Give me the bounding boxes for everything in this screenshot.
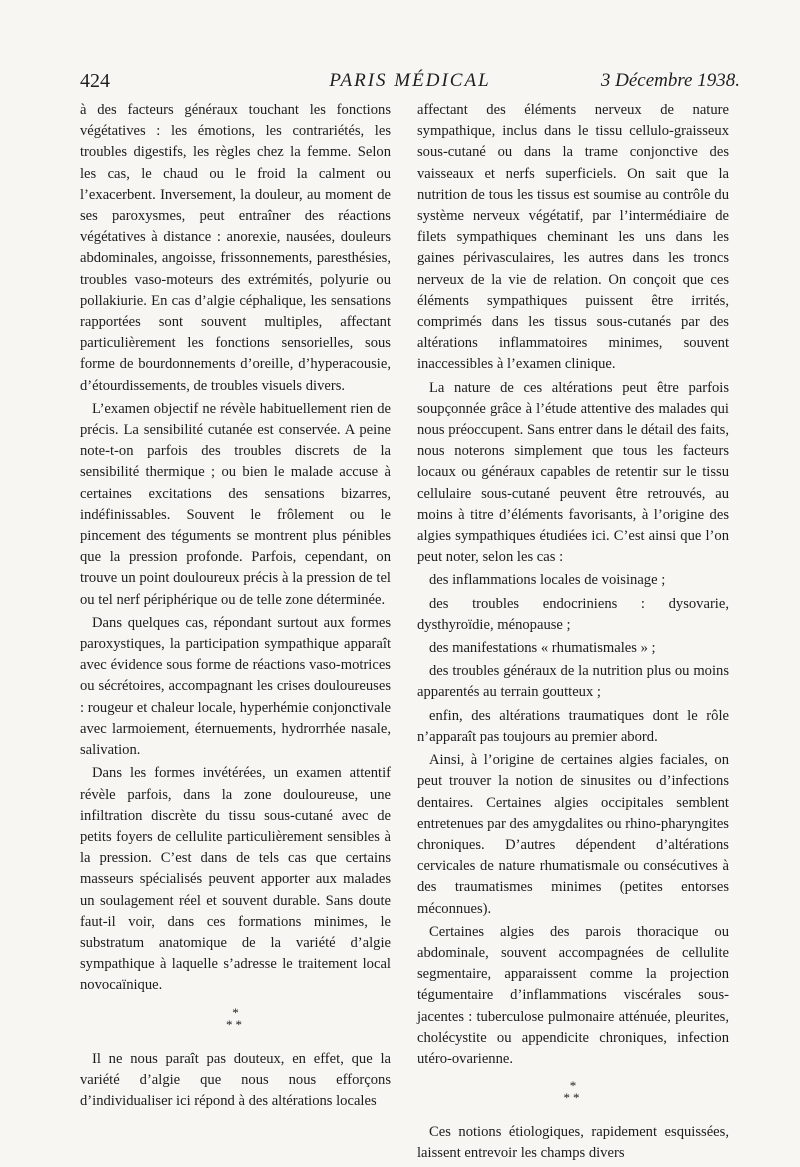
paragraph: à des facteurs généraux touchant les fonctions végétatives : les émotions, les contrariétés, les troubles digestifs, les règles chez la femme. Selon les cas, le chaud ou le froid la calment ou l’exacerbent. Inversement, la douleur, au moment de ses paroxysmes, peut entraîner des réactions végétatives à distance : anorexie, nausées, douleurs abdominales, angoisse, frissonnements, paresthésies, troubles vaso-moteurs des extrémités, polyurie ou pollakiurie. En cas d’algie céphalique, les sensations rapportées sont souvent multiples, affectant particulièrement les fonctions sensorielles, sous forme de bourdonnements d’oreille, d’hyperacousie, d’étourdissements, de troubles visuels divers.: [80, 102, 391, 394]
list-item: des troubles généraux de la nutrition plus ou moins apparentés au terrain goutteux ;: [417, 663, 729, 701]
page-header: [80, 70, 740, 100]
list-item: des manifestations « rhumatismales » ;: [429, 640, 656, 657]
paragraph: Ces notions étiologiques, rapidement esquissées, laissent entrevoir les champs divers: [417, 1124, 729, 1162]
separator-star-bottom: **: [563, 1090, 583, 1106]
list-item: des troubles endocriniens : dysovarie, dysthyroïdie, ménopause ;: [417, 595, 729, 633]
paragraph: Ainsi, à l’origine de certaines algies faciales, on peut trouver la notion de sinusites ou d’infections dentaires. Certaines algies occipitales semblent entretenues par des amygdalites ou rhino-pharyngites chroniques. D’autres dépendent d’altérations cervicales de nature rhumatismale ou consécutives à des traumatismes minimes (petites entorses méconnues).: [417, 752, 729, 917]
left-column: [80, 100, 391, 1114]
separator-star-bottom: **: [226, 1016, 245, 1032]
page-number: 424: [80, 70, 110, 92]
paragraph: La nature de ces altérations peut être parfois soupçonnée grâce à l’étude attentive des malades qui nous préoccupent. Sans entrer dans le détail des faits, nous noterons simplement que tous les facteurs locaux ou généraux capables de retentir sur le tissu cellulaire sous-cutané peuvent être retrouvés, au moins à titre d’éléments favorisants, à l’origine des algies sympathiques étudiées ici. C’est ainsi que l’on peut noter, selon les cas :: [417, 379, 729, 566]
section-separator: [417, 1080, 729, 1104]
separator-star-top: *: [569, 1078, 577, 1094]
separator-star-top: *: [232, 1004, 239, 1020]
list-item: enfin, des altérations traumatiques dont le rôle n’apparaît pas toujours au premier abord.: [417, 707, 729, 745]
journal-title: PARIS MÉDICAL: [329, 70, 491, 91]
right-column: [417, 100, 729, 1167]
paragraph: Certaines algies des parois thoracique ou abdominale, souvent accompagnées de cellulite segmentaire, apparaissent comme la projection tégumentaire d’inflammations viscérales sous-jacentes : tuberculose pulmonaire atténuée, pleurites, cholécystite ou appendicite chroniques, infection utéro-ovarienne.: [417, 923, 729, 1067]
paragraph: affectant des éléments nerveux de nature sympathique, inclus dans le tissu cellulo-graisseux sous-cutané ou dans la trame conjonctive des vaisseaux et nerfs superficiels. On sait que la nutrition de tous les tissus est soumise au contrôle du système nerveux végétatif, par l’intermédiaire de filets sympathiques cheminant les uns dans les gaines périvasculaires, les autres dans les troncs nerveux de la vie de relation. On conçoit que ces éléments sympathiques puissent être irrités, comprimés dans les tissus sous-cutanés par des altérations inflammatoires minimes, souvent inaccessibles à l’examen clinique.: [417, 102, 729, 373]
list-item: des inflammations locales de voisinage ;: [429, 572, 666, 589]
section-separator: [80, 1004, 391, 1032]
paragraph: Dans les formes invétérées, un examen attentif révèle parfois, dans la zone douloureuse, une infiltration discrète du tissu sous-cutané avec de petits foyers de cellulite particulièrement sensibles à la pression. C’est dans de tels cas que certains masseurs spécialisés peuvent apporter aux malades un soulagement réel et souvent durable. Sans doute faut-il voir, dans ces formations minimes, le substratum anatomique de la variété d’algie sympathique à laquelle s’adresse le traitement local novocaïnique.: [80, 765, 391, 994]
paragraph: Dans quelques cas, répondant surtout aux formes paroxystiques, la participation sympathique apparaît avec évidence sous forme de réactions vaso-motrices ou sécrétoires, accompagnant les crises douloureuses : rougeur et chaleur locale, hyperhémie conjonctivale avec larmoiement, éternuements, hydrorrhée nasale, salivation.: [80, 614, 391, 759]
paragraph: Il ne nous paraît pas douteux, en effet, que la variété d’algie que nous nous efforçons d’individualiser ici répond à des altérations locales: [80, 1050, 391, 1109]
issue-date: 3 Décembre 1938.: [600, 70, 740, 91]
paragraph: L’examen objectif ne révèle habituellement rien de précis. La sensibilité cutanée est conservée. A peine note-t-on parfois des troubles discrets de la sensibilité thermique ; ou bien le malade accuse à certaines excitations des sensations bizarres, indéfinissables. Souvent le frôlement ou le pincement des téguments se montrent plus pénibles que la pression profonde. Parfois, cependant, on trouve un point douloureux précis à la pression de tel ou tel nerf périphérique ou de telle zone déterminée.: [80, 400, 391, 608]
